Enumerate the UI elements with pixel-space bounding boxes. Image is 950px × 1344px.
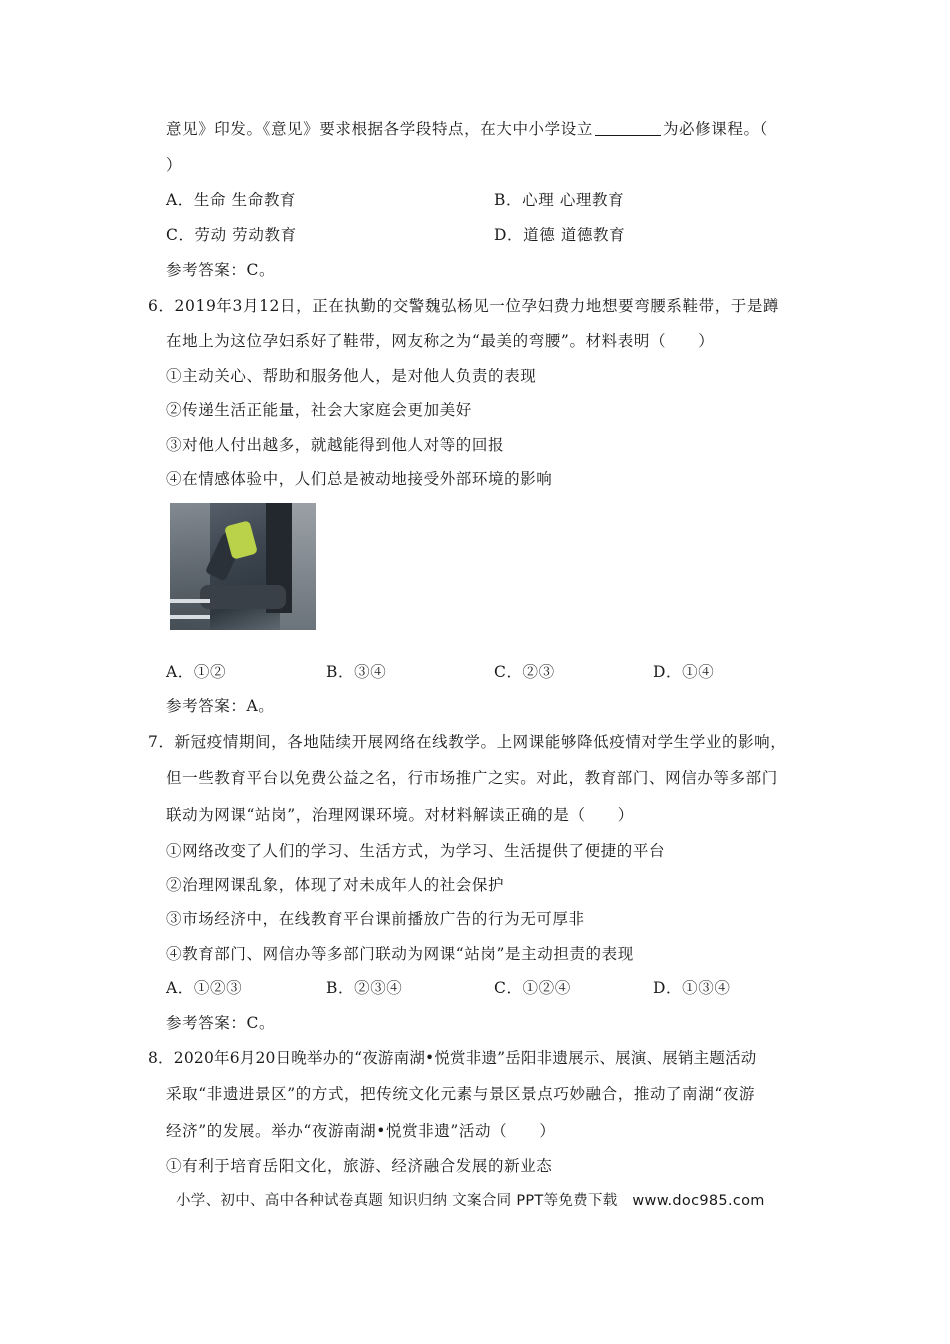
q7-option-b: B．②③④ <box>326 979 403 997</box>
q7-option-c: C．①②④ <box>494 979 571 997</box>
q5-option-b: B．心理 心理教育 <box>494 191 625 209</box>
q6-statement-2: ②传递生活正能量，社会大家庭会更加美好 <box>166 401 472 419</box>
q7-statement-3: ③市场经济中，在线教育平台课前播放广告的行为无可厚非 <box>166 910 585 928</box>
q5-stem-pre: 意见》印发。《意见》要求根据各学段特点，在大中小学设立 <box>166 120 593 138</box>
q6-answer: 参考答案：A。 <box>166 697 275 715</box>
q7-stem-line3: 联动为网课“站岗”，治理网课环境。对材料解读正确的是（ ） <box>166 806 634 824</box>
q6-option-a: A．①② <box>166 663 227 681</box>
q7-statement-2: ②治理网课乱象，体现了对未成年人的社会保护 <box>166 876 505 894</box>
q6-option-d: D．①④ <box>653 663 715 681</box>
q6-statement-3: ③对他人付出越多，就越能得到他人对等的回报 <box>166 436 505 454</box>
q7-statement-1: ①网络改变了人们的学习、生活方式，为学习、生活提供了便捷的平台 <box>166 842 666 860</box>
q6-stem-line1: 6．2019年3月12日，正在执勤的交警魏弘杨见一位孕妇费力地想要弯腰系鞋带，于是蹲 <box>148 297 780 315</box>
q8-statement-1: ①有利于培育岳阳文化，旅游、经济融合发展的新业态 <box>166 1157 553 1175</box>
q8-stem-line2: 采取“非遗进景区”的方式，把传统文化元素与景区景点巧妙融合，推动了南湖“夜游 <box>166 1085 756 1103</box>
q5-option-d: D．道德 道德教育 <box>494 226 626 244</box>
q5-answer: 参考答案：C。 <box>166 261 276 279</box>
q7-option-a: A．①②③ <box>166 979 243 997</box>
page-footer: 小学、初中、高中各种试卷真题 知识归纳 文案合同 PPT等免费下载 www.doc985.com <box>176 1193 765 1209</box>
q5-stem-line2: ） <box>166 156 183 174</box>
q5-stem-line1 <box>166 118 768 140</box>
q7-stem-line2: 但一些教育平台以免费公益之名，行市场推广之实。对此，教育部门、网信办等多部门 <box>166 769 778 787</box>
q7-answer: 参考答案：C。 <box>166 1014 276 1032</box>
q5-answer-blank <box>595 119 661 136</box>
q5-option-c: C．劳动 劳动教育 <box>166 226 297 244</box>
q5-option-a: A．生命 生命教育 <box>166 191 297 209</box>
q8-stem-line3: 经济”的发展。举办“夜游南湖•悦赏非遗”活动（ ） <box>166 1122 556 1140</box>
q6-statement-1: ①主动关心、帮助和服务他人，是对他人负责的表现 <box>166 367 537 385</box>
q6-option-b: B．③④ <box>326 663 387 681</box>
q6-statement-4: ④在情感体验中，人们总是被动地接受外部环境的影响 <box>166 470 553 488</box>
q6-option-c: C．②③ <box>494 663 555 681</box>
q5-stem-post: 为必修课程。（ <box>662 120 768 138</box>
q6-stem-line2: 在地上为这位孕妇系好了鞋带，网友称之为“最美的弯腰”。材料表明（ ） <box>166 332 715 350</box>
q7-stem-line1: 7．新冠疫情期间，各地陆续开展网络在线教学。上网课能够降低疫情对学生学业的影响， <box>148 733 787 751</box>
q6-photo <box>170 503 316 630</box>
q7-option-d: D．①③④ <box>653 979 731 997</box>
q7-statement-4: ④教育部门、网信办等多部门联动为网课“站岗”是主动担责的表现 <box>166 945 634 963</box>
q8-stem-line1: 8．2020年6月20日晚举办的“夜游南湖•悦赏非遗”岳阳非遗展示、展演、展销主题活动 <box>148 1049 757 1067</box>
